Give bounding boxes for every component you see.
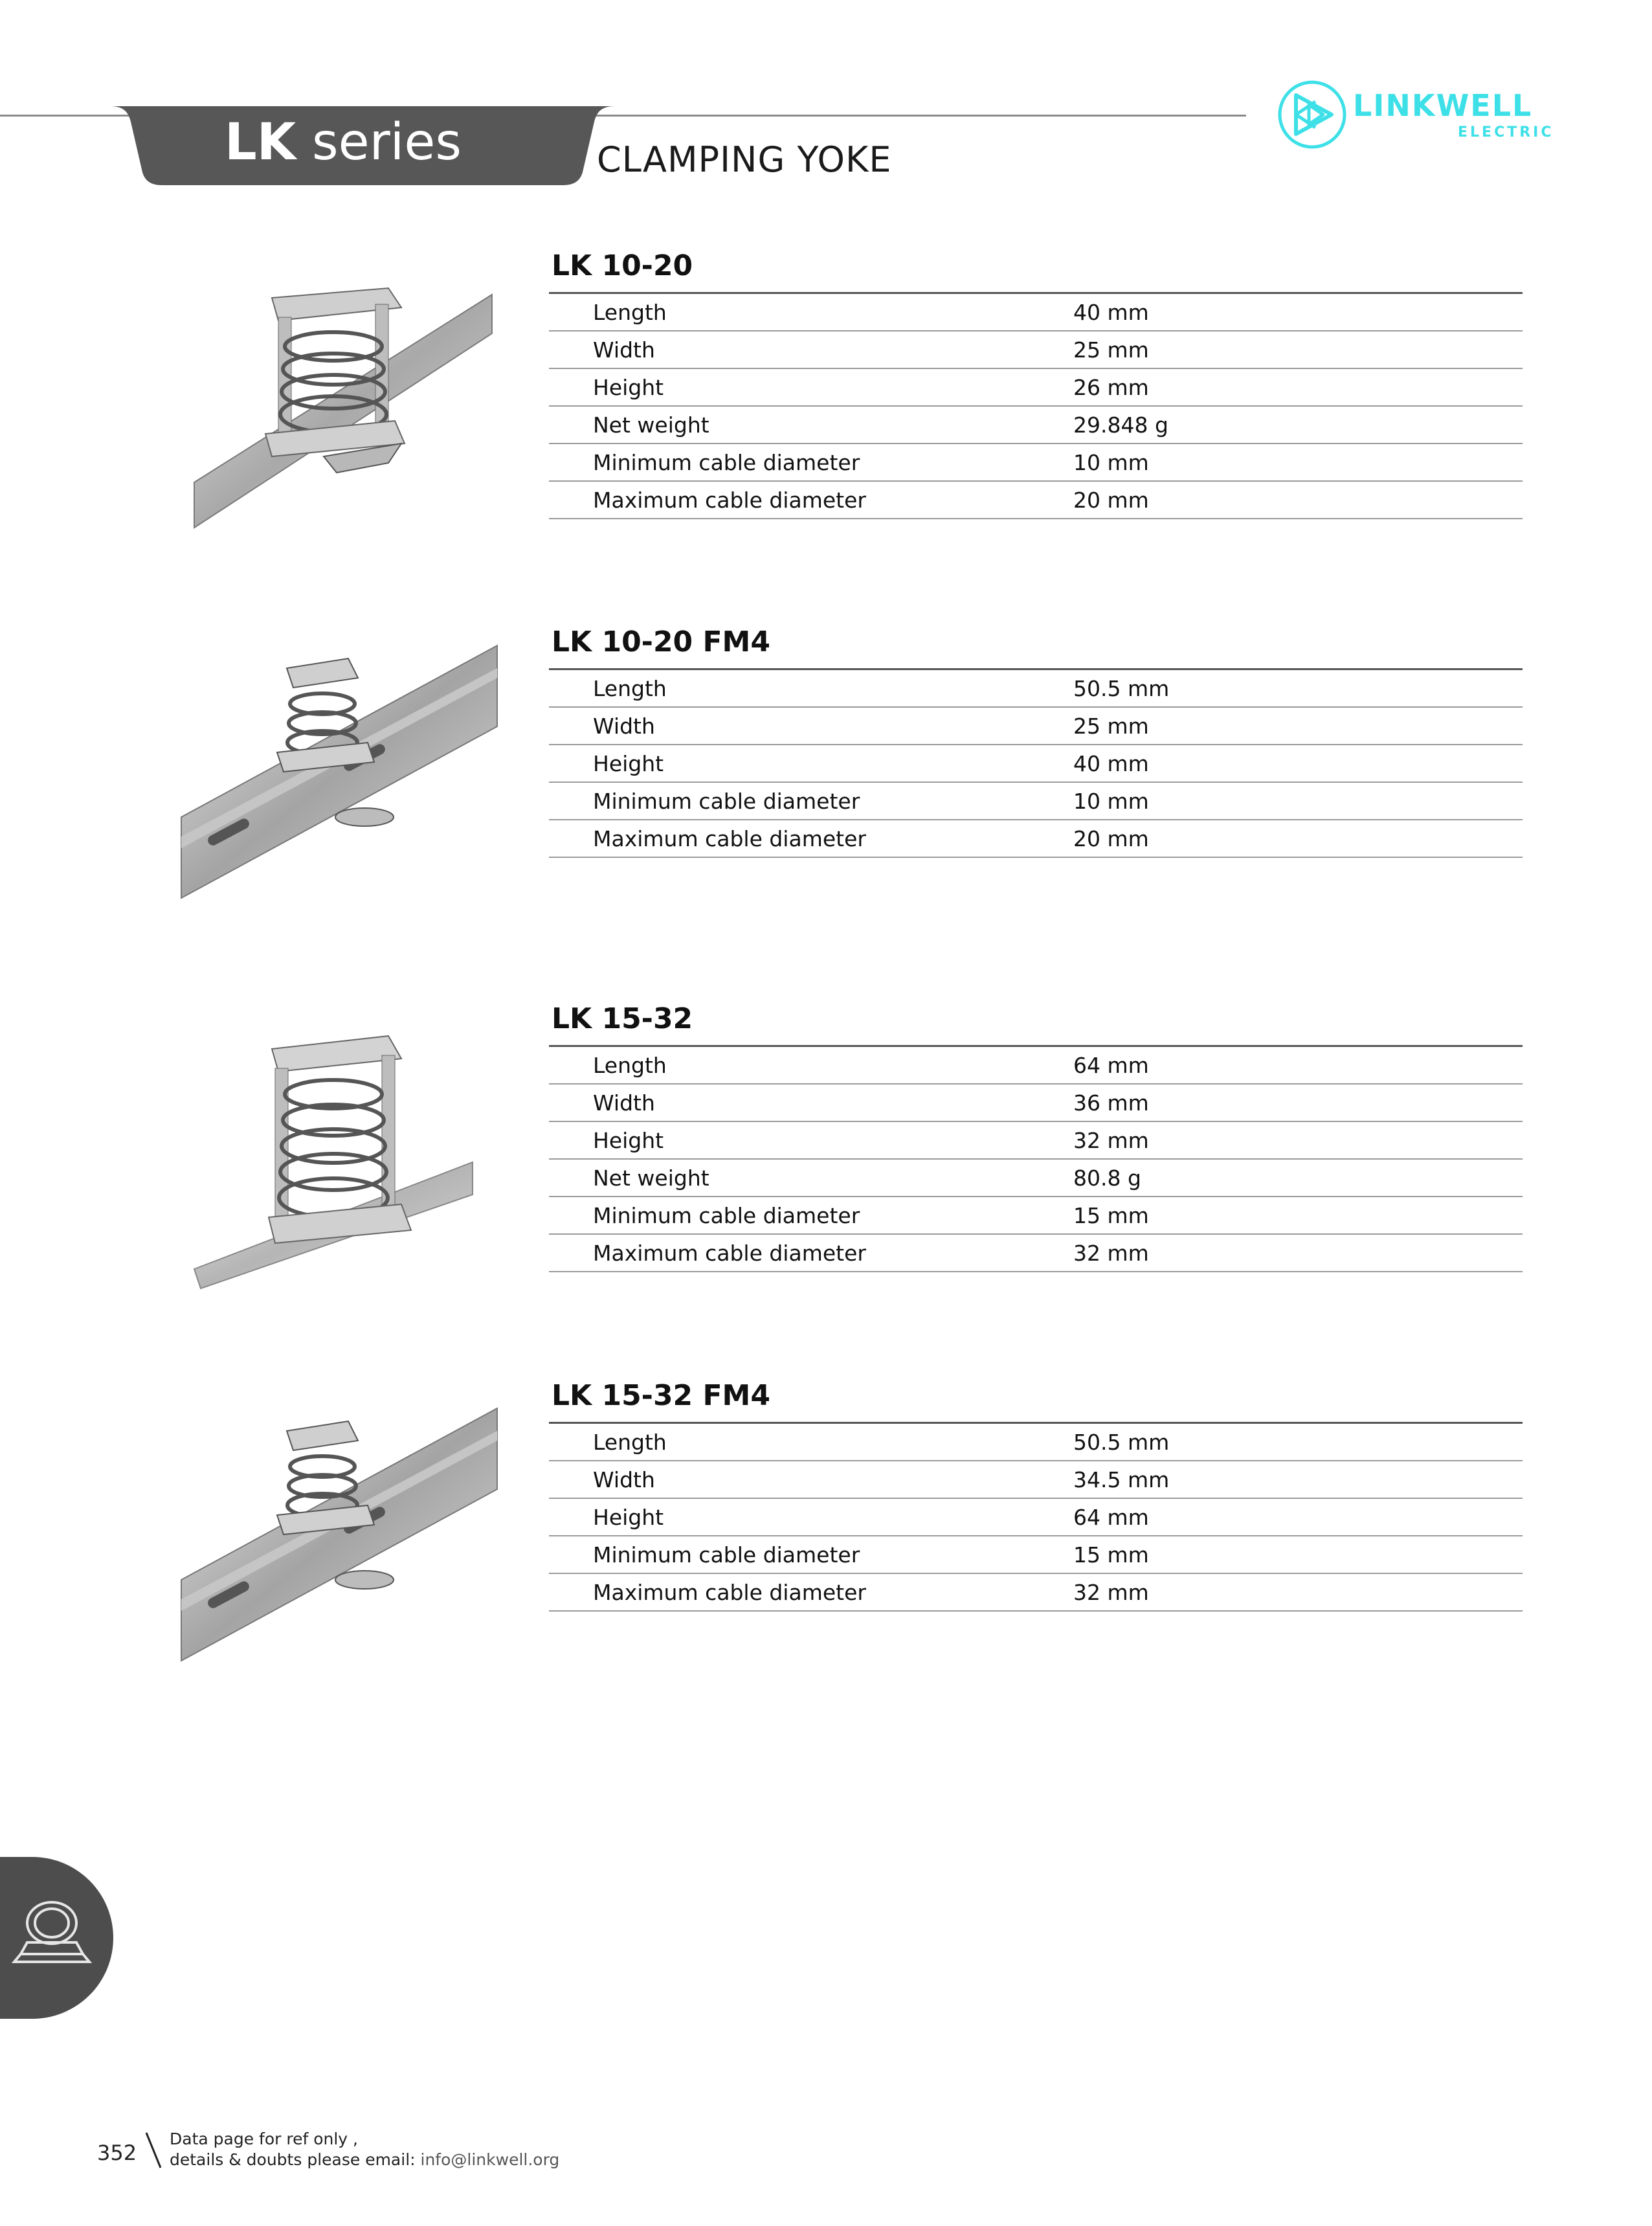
spec-row — [549, 294, 1523, 332]
spec-label: Minimum cable diameter — [593, 789, 860, 814]
spec-table — [549, 1422, 1523, 1612]
spec-value: 40 mm — [1073, 300, 1149, 325]
spec-value: 32 mm — [1073, 1241, 1149, 1266]
page-number: 352 — [97, 2141, 137, 2165]
spec-row — [549, 708, 1523, 745]
product-photo-din-rail-yoke — [180, 642, 498, 901]
spec-row — [549, 369, 1523, 407]
spec-value: 40 mm — [1073, 751, 1149, 776]
spec-row — [549, 820, 1523, 858]
spec-label: Height — [593, 1128, 664, 1153]
spec-value: 32 mm — [1073, 1128, 1149, 1153]
spec-row — [549, 1235, 1523, 1272]
spec-row — [549, 1122, 1523, 1160]
spec-label: Net weight — [593, 1165, 709, 1191]
spec-row — [549, 482, 1523, 519]
spec-value: 10 mm — [1073, 450, 1149, 475]
footer-note — [170, 2129, 559, 2170]
category-tab-cable-clamp-icon — [0, 1857, 113, 2019]
product-title: LK 10-20 FM4 — [552, 625, 770, 658]
spec-value: 26 mm — [1073, 375, 1149, 400]
spec-value: 20 mm — [1073, 488, 1149, 513]
product-photo-busbar-yoke — [188, 1023, 479, 1295]
spec-label: Width — [593, 337, 655, 363]
footer-email-link[interactable]: info@linkwell.org — [420, 2150, 560, 2169]
product-title: LK 15-32 FM4 — [552, 1379, 770, 1412]
spec-value: 15 mm — [1073, 1542, 1149, 1568]
spec-value: 80.8 g — [1073, 1165, 1141, 1191]
spec-value: 29.848 g — [1073, 412, 1168, 438]
spec-value: 25 mm — [1073, 714, 1149, 739]
footer-line-2-text: details & doubts please email: — [170, 2150, 421, 2169]
spec-row — [549, 1574, 1523, 1612]
spec-label: Maximum cable diameter — [593, 488, 866, 513]
product-title: LK 10-20 — [552, 249, 693, 282]
spec-row — [549, 332, 1523, 369]
spec-row — [549, 407, 1523, 444]
spec-row — [549, 1197, 1523, 1235]
spec-row — [549, 1536, 1523, 1574]
spec-row — [549, 1461, 1523, 1499]
spec-value: 50.5 mm — [1073, 676, 1170, 701]
spec-value: 50.5 mm — [1073, 1430, 1170, 1455]
brand-logo — [1277, 79, 1554, 150]
spec-table — [549, 1045, 1523, 1272]
brand-subtitle: ELECTRIC — [1458, 124, 1554, 141]
separator-slash-icon — [144, 2130, 163, 2170]
spec-value: 32 mm — [1073, 1580, 1149, 1605]
spec-row — [549, 444, 1523, 482]
spec-label: Height — [593, 375, 664, 400]
spec-table — [549, 292, 1523, 519]
spec-row — [549, 1499, 1523, 1536]
spec-value: 15 mm — [1073, 1203, 1149, 1228]
spec-value: 20 mm — [1073, 826, 1149, 851]
spec-value: 10 mm — [1073, 789, 1149, 814]
spec-label: Maximum cable diameter — [593, 1580, 866, 1605]
spec-value: 25 mm — [1073, 337, 1149, 363]
spec-value: 64 mm — [1073, 1505, 1149, 1530]
spec-table — [549, 668, 1523, 858]
spec-value: 36 mm — [1073, 1090, 1149, 1116]
spec-label: Length — [593, 300, 667, 325]
spec-row — [549, 1424, 1523, 1461]
spec-label: Height — [593, 751, 664, 776]
spec-label: Minimum cable diameter — [593, 450, 860, 475]
footer-line-1: Data page for ref only , — [170, 2130, 358, 2148]
spec-label: Width — [593, 1467, 655, 1492]
spec-row — [549, 745, 1523, 783]
spec-label: Maximum cable diameter — [593, 1241, 866, 1266]
product-photo-busbar-yoke — [188, 262, 498, 531]
spec-label: Net weight — [593, 412, 709, 438]
spec-label: Minimum cable diameter — [593, 1542, 860, 1568]
footer-line-2 — [170, 2150, 559, 2170]
brand-name: LINKWELL — [1353, 88, 1533, 123]
linkwell-logo-icon — [1277, 79, 1348, 150]
spec-row — [549, 1085, 1523, 1122]
spec-row — [549, 783, 1523, 820]
spec-row — [549, 1047, 1523, 1085]
spec-row — [549, 670, 1523, 708]
spec-label: Minimum cable diameter — [593, 1203, 860, 1228]
spec-label: Length — [593, 676, 667, 701]
spec-label: Width — [593, 1090, 655, 1116]
spec-label: Maximum cable diameter — [593, 826, 866, 851]
spec-label: Width — [593, 714, 655, 739]
product-title: LK 15-32 — [552, 1002, 693, 1035]
spec-row — [549, 1160, 1523, 1197]
spec-label: Length — [593, 1053, 667, 1078]
spec-label: Height — [593, 1505, 664, 1530]
spec-label: Length — [593, 1430, 667, 1455]
page-subtitle: CLAMPING YOKE — [597, 139, 892, 180]
spec-value: 64 mm — [1073, 1053, 1149, 1078]
series-title: LK series — [225, 113, 462, 172]
product-photo-din-rail-yoke — [180, 1405, 498, 1664]
spec-value: 34.5 mm — [1073, 1467, 1170, 1492]
